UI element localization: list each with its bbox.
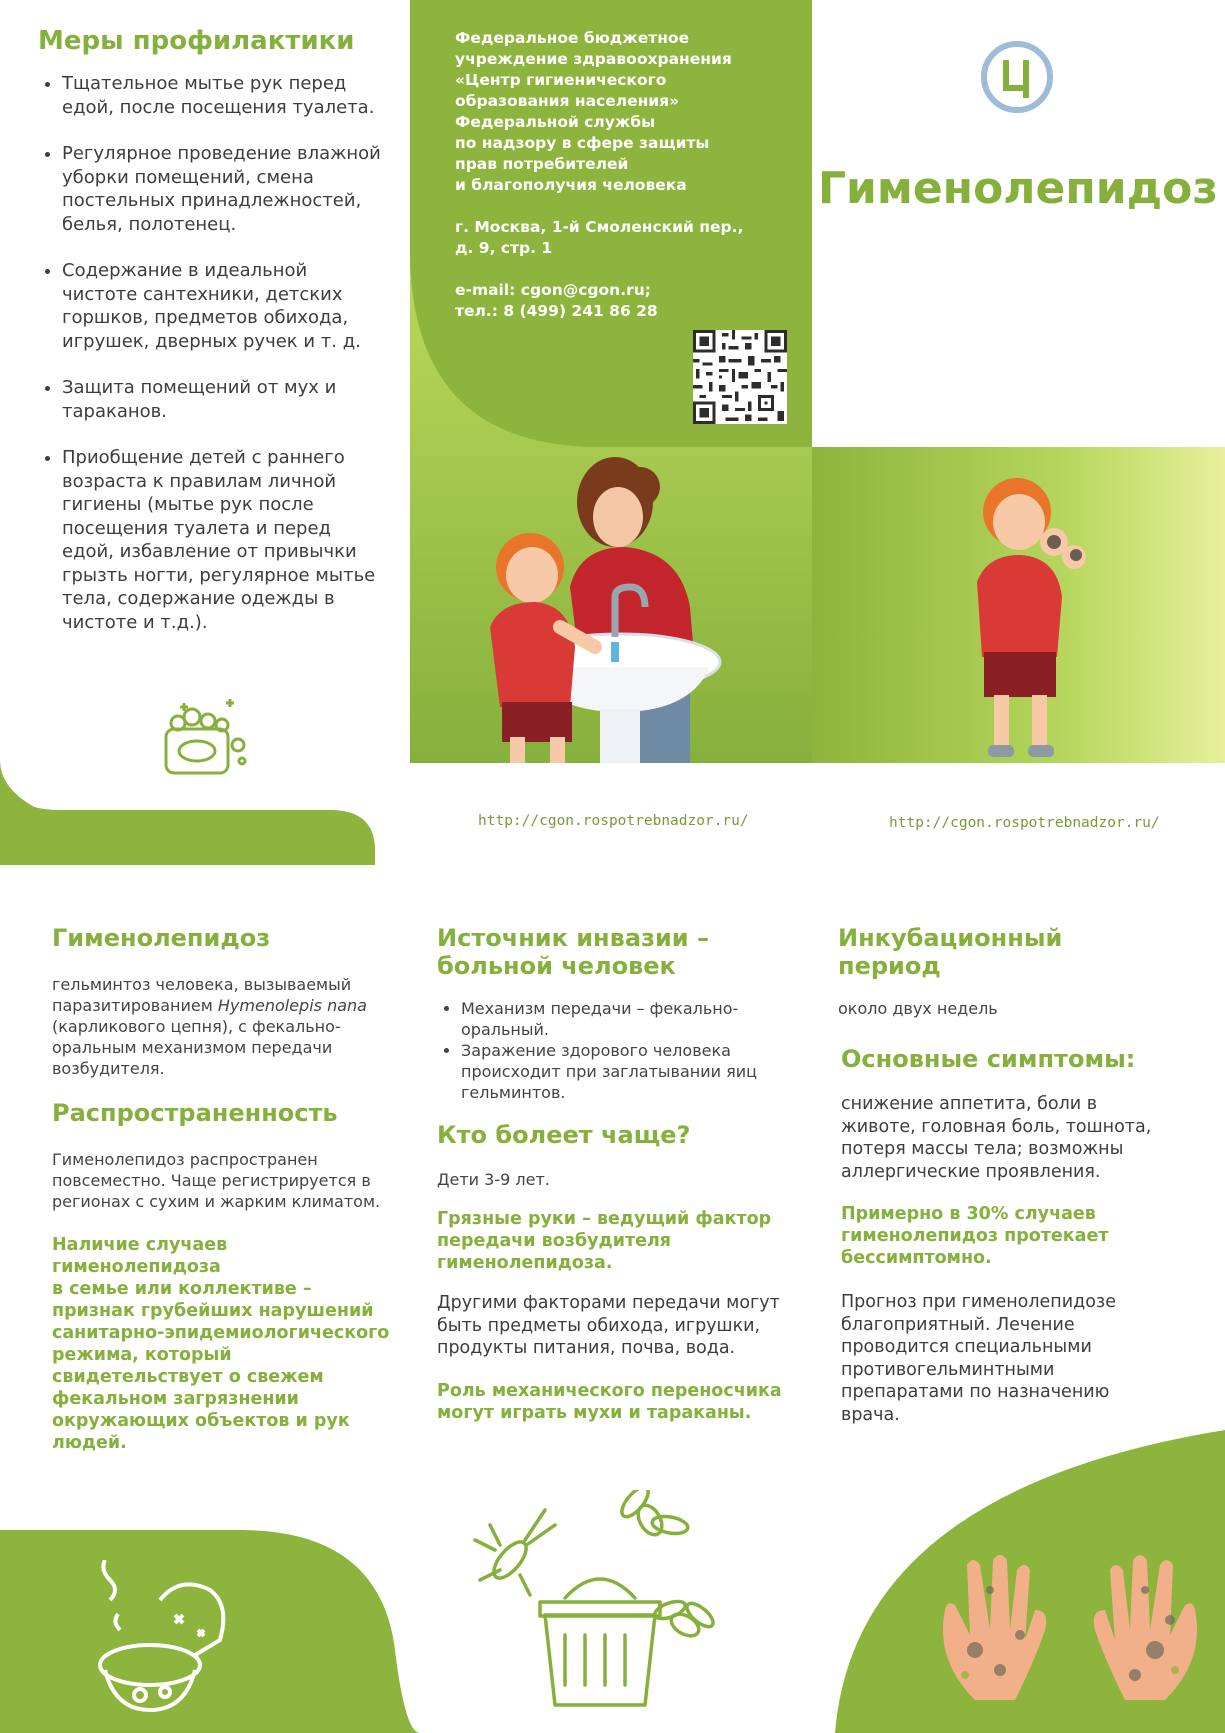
transmission-list: [437, 998, 782, 1103]
organization-info: [455, 28, 800, 343]
symptoms-column: [838, 924, 1168, 1426]
organization-name: Федеральное бюджетное учреждение здравоохранения «Центр гигиенического образования населения» Федеральной службы по надзору в сфере защиты прав потребителей и благополучия человека: [455, 29, 732, 194]
logo-icon: [980, 40, 1054, 114]
laundry-basket-icon: [470, 1490, 740, 1710]
section-heading: Основные симптомы:: [841, 1045, 1136, 1073]
definition-column: [52, 924, 392, 1454]
page-title: Гименолепидоз: [818, 163, 1218, 214]
age-text: Дети 3-9 лет.: [437, 1170, 550, 1189]
list-item: • Защита помещений от мух и тараканов.: [62, 376, 383, 423]
section-heading: Кто болеет чаще?: [437, 1121, 691, 1149]
toilet-icon: [90, 1560, 250, 1720]
definition-part: гельминтоз человека, вызываемый паразитированием: [52, 975, 352, 1015]
list-item: • Приобщение детей с раннего возраста к правилам личной гигиены (мытье рук после посещения туалета и перед едой, избавление от привычки грызть ногти, регулярное мытье тела, содержание одежды в чистоте и т.д.).: [62, 446, 383, 634]
section-heading: Инкубационный период: [838, 924, 1063, 980]
prevention-title: Меры профилактики: [38, 26, 355, 56]
symptoms-text: снижение аппетита, боли в животе, головная боль, тошнота, потеря массы тела; возможны аллергические проявления.: [841, 1094, 1152, 1182]
website-link[interactable]: http://cgon.rospotrebnadzor.ru/: [478, 813, 749, 829]
soap-icon: [160, 695, 260, 785]
boy-dirty-hands-illustration: [812, 447, 1225, 763]
website-link[interactable]: http://cgon.rospotrebnadzor.ru/: [889, 815, 1160, 831]
prevention-section: [38, 24, 383, 657]
definition-part: (карликового цепня), с фекально-оральным механизмом передачи возбудителя.: [52, 1017, 341, 1078]
definition-text: [52, 974, 392, 1079]
handwashing-illustration: [410, 447, 812, 763]
prevention-list: [38, 72, 383, 634]
prognosis-text: Прогноз при гименолепидозе благоприятный. Лечение проводится специальными противогельминтными препаратами по назначению врача.: [841, 1292, 1117, 1425]
latin-name: Hymenolepis nana: [217, 996, 367, 1015]
section-heading: Источник инвазии – больной человек: [437, 924, 709, 980]
section-heading: Распространенность: [52, 1099, 338, 1127]
qr-code[interactable]: [693, 330, 787, 424]
factors-text: Другими факторами передачи могут быть предметы обихода, игрушки, продукты питания, почва, вода.: [437, 1293, 780, 1358]
accent-text: Роль механического переносчика могут играть мухи и тараканы.: [437, 1380, 782, 1423]
list-item: • Тщательное мытье рук перед едой, после посещения туалета.: [62, 72, 383, 119]
dirty-hands-image: [935, 1550, 1205, 1710]
accent-text: Грязные руки – ведущий фактор передачи возбудителя гименолепидоза.: [437, 1209, 772, 1273]
incubation-text: около двух недель: [838, 999, 998, 1018]
organization-contacts: e-mail: cgon@cgon.ru; тел.: 8 (499) 241 86 28: [455, 281, 658, 320]
list-item: • Заражение здорового человека происходит при заглатывании яиц гельминтов.: [461, 1040, 782, 1103]
source-column: [437, 924, 782, 1424]
list-item: • Содержание в идеальной чистоте сантехники, детских горшков, предметов обихода, игрушек, дверных ручек и т. д.: [62, 259, 383, 353]
organization-address: г. Москва, 1-й Смоленский пер., д. 9, стр. 1: [455, 218, 744, 257]
prevalence-text: Гименолепидоз распространен повсеместно. Чаще регистрируется в регионах с сухим и жарким климатом.: [52, 1150, 381, 1211]
list-item: • Регулярное проведение влажной уборки помещений, смена постельных принадлежностей, белья, полотенец.: [62, 142, 383, 236]
section-heading: Гименолепидоз: [52, 924, 271, 952]
accent-text: Примерно в 30% случаев гименолепидоз протекает бессимптомно.: [841, 1204, 1109, 1268]
list-item: • Механизм передачи – фекально-оральный.: [461, 998, 782, 1040]
accent-text: Наличие случаев гименолепидоза в семье или коллективе – признак грубейших нарушений санитарно-эпидемиологического режима, который свидетельствует о свежем фекальном загрязнении окружающих объектов и рук людей.: [52, 1235, 390, 1453]
